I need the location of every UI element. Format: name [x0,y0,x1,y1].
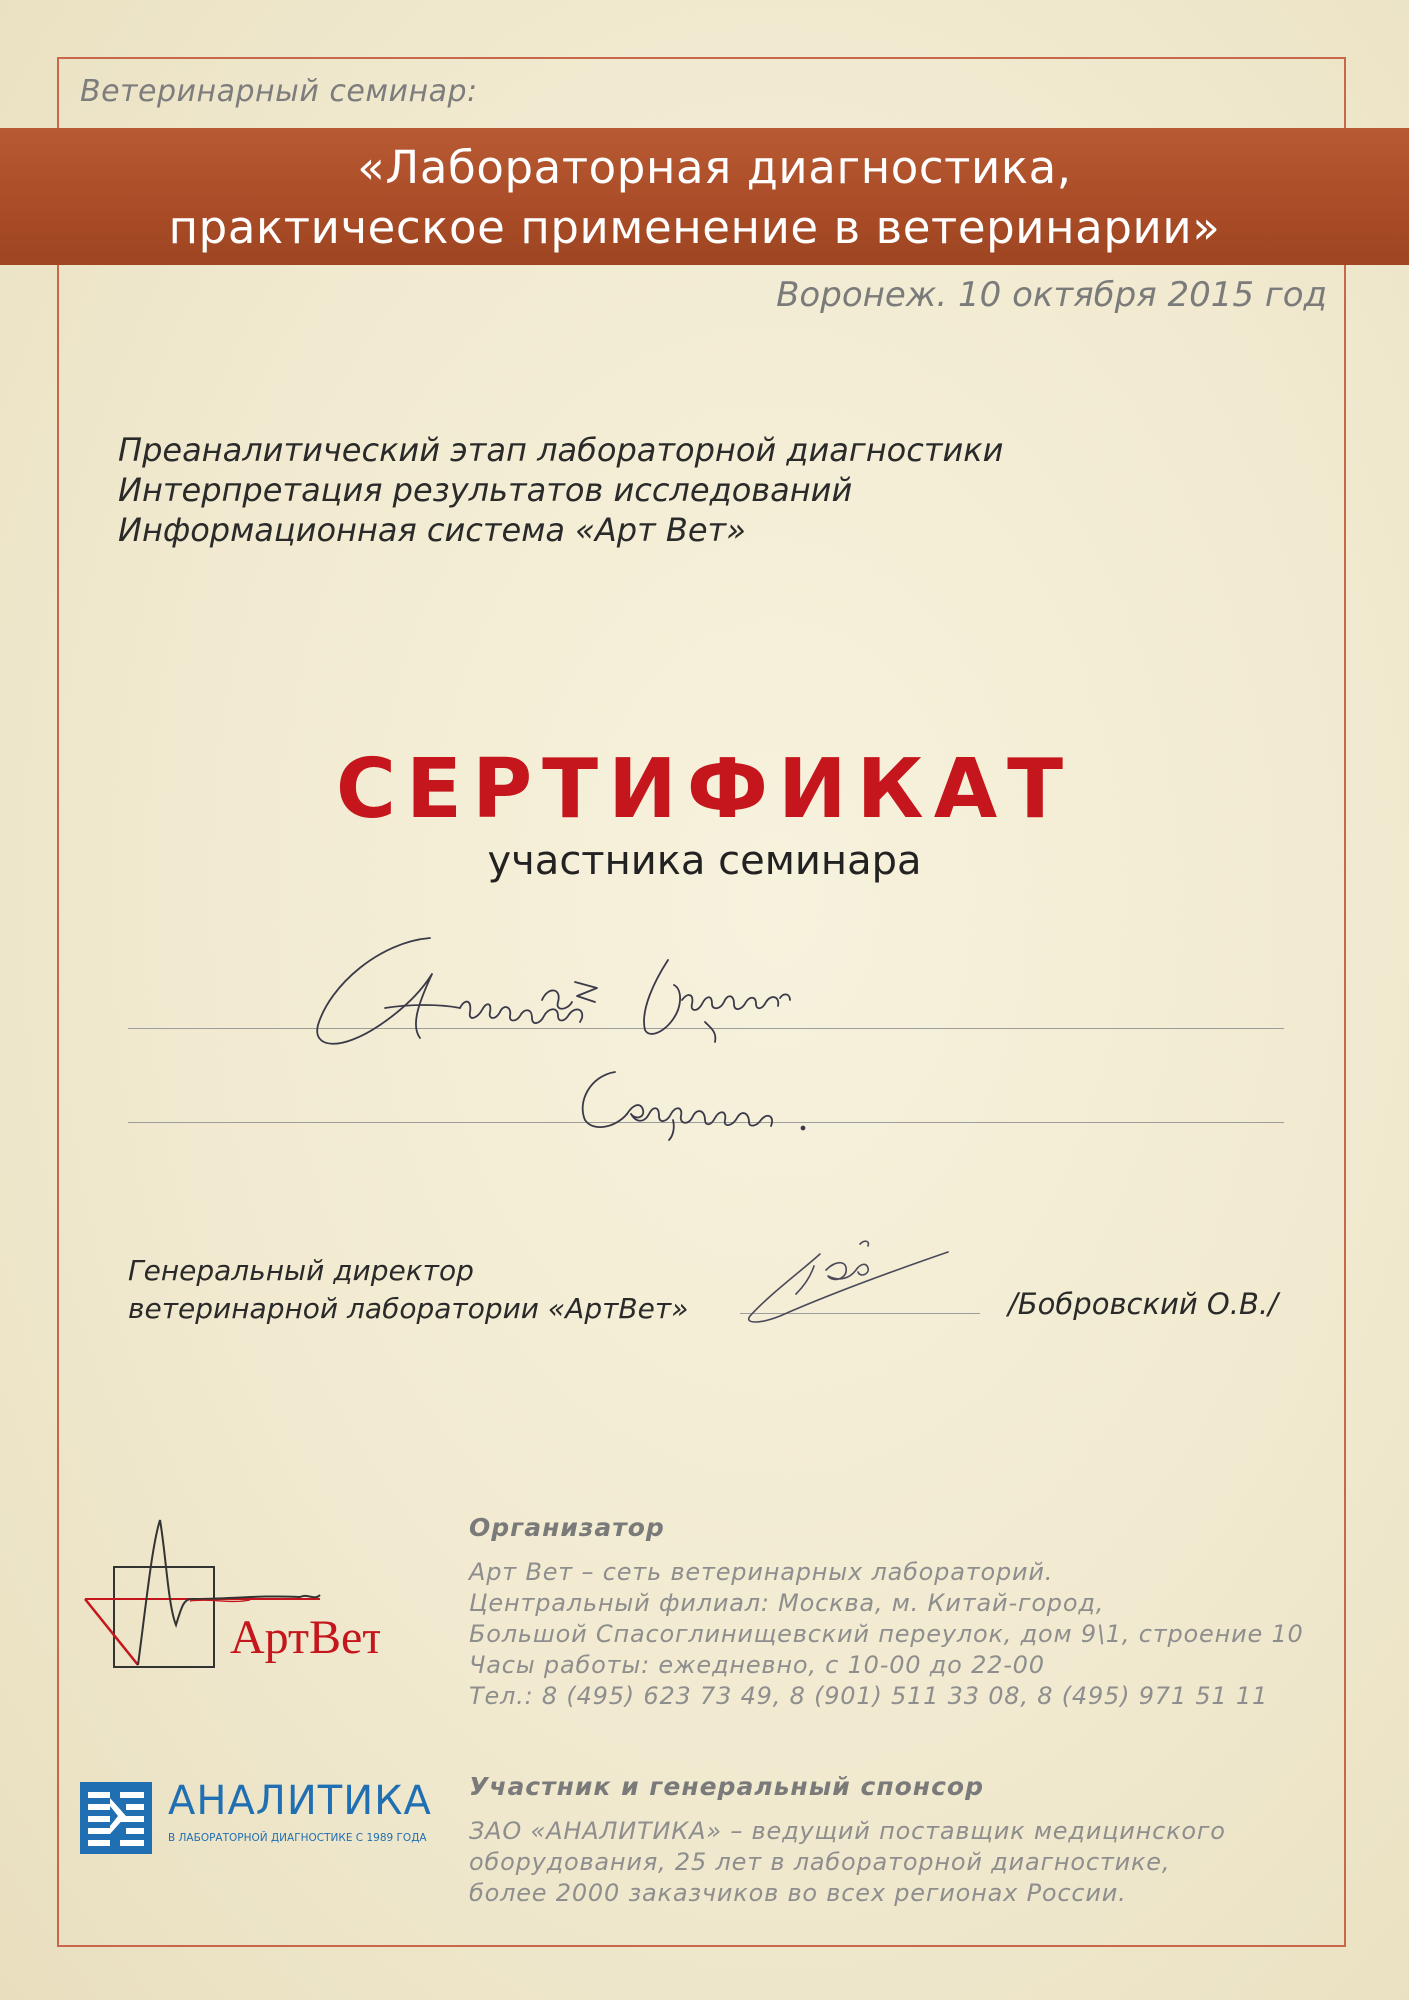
organizer-line: Тел.: 8 (495) 623 73 49, 8 (901) 511 33 08, 8 (495) 971 51 11 [469,1682,1269,1710]
organizer-details [469,1557,1304,1712]
seminar-label: Ветеринарный семинар: [80,74,478,109]
analitika-logo-name: АНАЛИТИКА [168,1778,432,1824]
handwritten-name-line-1 [310,930,870,1070]
certificate-title: СЕРТИФИКАТ [335,742,1074,837]
organizer-line: Большой Спасоглинищевский переулок, дом 9\1, строение 10 [469,1620,1304,1648]
artvet-logo-text: АртВет [230,1611,380,1664]
director-signature [740,1232,960,1332]
director-name: /Бобровский О.В./ [1008,1287,1278,1321]
sponsor-line: оборудования, 25 лет в лабораторной диагностике, [469,1848,1171,1876]
topic-item: Информационная система «Арт Вет» [118,511,746,549]
director-title-line-1: Генеральный директор [128,1254,474,1287]
organizer-line: Арт Вет – сеть ветеринарных лабораторий. [469,1558,1054,1586]
organizer-line: Центральный филиал: Москва, м. Китай-город, [469,1589,1105,1617]
topics-list [118,430,1003,550]
artvet-logo [80,1515,380,1679]
sponsor-heading: Участник и генеральный спонсор [469,1772,984,1801]
seminar-title-line-2: практическое применение в ветеринарии» [168,201,1221,254]
handwritten-name-line-2 [575,1062,835,1142]
topic-item: Преаналитический этап лабораторной диагностики [118,431,1004,469]
certificate-subtitle: участника семинара [487,838,922,884]
seminar-title-line-1: «Лабораторная диагностика, [357,141,1072,194]
sponsor-line: более 2000 заказчиков во всех регионах России. [469,1879,1127,1907]
seminar-date: Воронеж. 10 октября 2015 год [776,275,1327,315]
sponsor-line: ЗАО «АНАЛИТИКА» – ведущий поставщик медицинского [469,1817,1226,1845]
topic-item: Интерпретация результатов исследований [118,471,853,509]
director-title-line-2: ветеринарной лаборатории «АртВет» [128,1292,689,1325]
organizer-line: Часы работы: ежедневно, с 10-00 до 22-00 [469,1651,1045,1679]
analitika-logo-mark [80,1782,152,1854]
analitika-logo-tagline: В ЛАБОРАТОРНОЙ ДИАГНОСТИКЕ С 1989 ГОДА [168,1832,427,1844]
sponsor-details [469,1816,1226,1909]
director-title [128,1252,688,1328]
analitika-logo [80,1778,440,1862]
artvet-logo-mark [80,1515,380,1675]
organizer-heading: Организатор [469,1513,665,1542]
